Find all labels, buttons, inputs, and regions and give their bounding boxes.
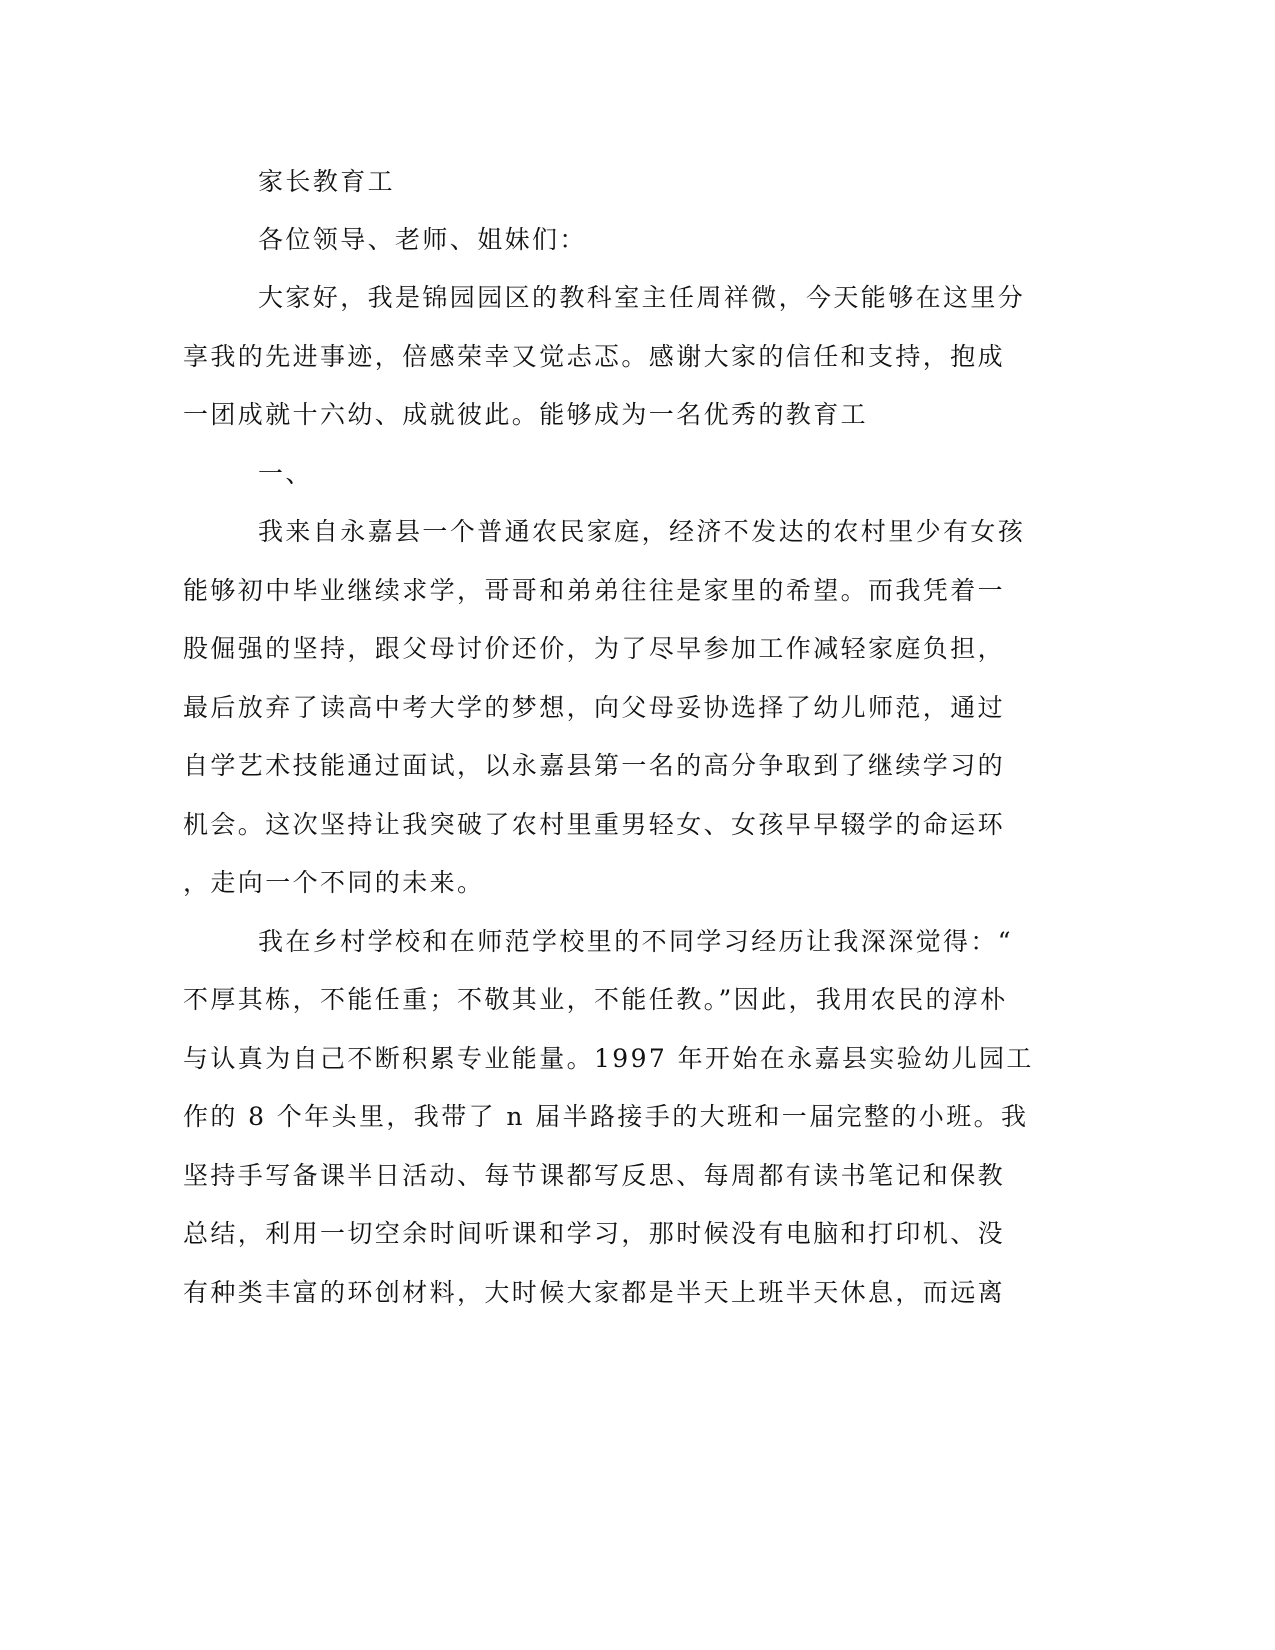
salutation: 各位领导、老师、姐妹们： bbox=[258, 225, 587, 254]
paragraph-line: 坚持手写备课半日活动、每节课都写反思、每周都有读书笔记和保教 bbox=[183, 1161, 1006, 1190]
paragraph-line: 大家好，我是锦园园区的教科室主任周祥微，今天能够在这里分 bbox=[258, 283, 1026, 312]
paragraph-line: 不厚其栋，不能任重；不敬其业，不能任教。”因此，我用农民的淳朴 bbox=[183, 985, 1008, 1014]
paragraph-line: 有种类丰富的环创材料，大时候大家都是半天上班半天休息，而远离 bbox=[183, 1278, 1006, 1307]
paragraph-line: 最后放弃了读高中考大学的梦想，向父母妥协选择了幼儿师范，通过 bbox=[183, 693, 1006, 722]
section-heading: 一、 bbox=[258, 459, 313, 488]
paragraph-line: 能够初中毕业继续求学，哥哥和弟弟往往是家里的希望。而我凭着一 bbox=[183, 576, 1006, 605]
paragraph-line: ，走向一个不同的未来。 bbox=[183, 868, 485, 897]
paragraph-line: 总结，利用一切空余时间听课和学习，那时候没有电脑和打印机、没 bbox=[183, 1219, 1006, 1248]
paragraph-line: 我在乡村学校和在师范学校里的不同学习经历让我深深觉得：“ bbox=[258, 927, 1013, 956]
paragraph-line: 机会。这次坚持让我突破了农村里重男轻女、女孩早早辍学的命运环 bbox=[183, 810, 1006, 839]
paragraph-line: 一团成就十六幼、成就彼此。能够成为一名优秀的教育工 bbox=[183, 400, 869, 429]
paragraph-line: 与认真为自己不断积累专业能量。1997 年开始在永嘉县实验幼儿园工 bbox=[183, 1044, 1034, 1073]
paragraph-line: 股倔强的坚持，跟父母讨价还价，为了尽早参加工作减轻家庭负担， bbox=[183, 634, 1006, 663]
paragraph-line: 享我的先进事迹，倍感荣幸又觉忐忑。感谢大家的信任和支持，抱成 bbox=[183, 342, 1006, 371]
paragraph-line: 我来自永嘉县一个普通农民家庭，经济不发达的农村里少有女孩 bbox=[258, 517, 1026, 546]
paragraph-line: 作的 8 个年头里，我带了 n 届半路接手的大班和一届完整的小班。我 bbox=[183, 1102, 1029, 1131]
document-title: 家长教育工 bbox=[258, 167, 396, 196]
paragraph-line: 自学艺术技能通过面试，以永嘉县第一名的高分争取到了继续学习的 bbox=[183, 751, 1006, 780]
